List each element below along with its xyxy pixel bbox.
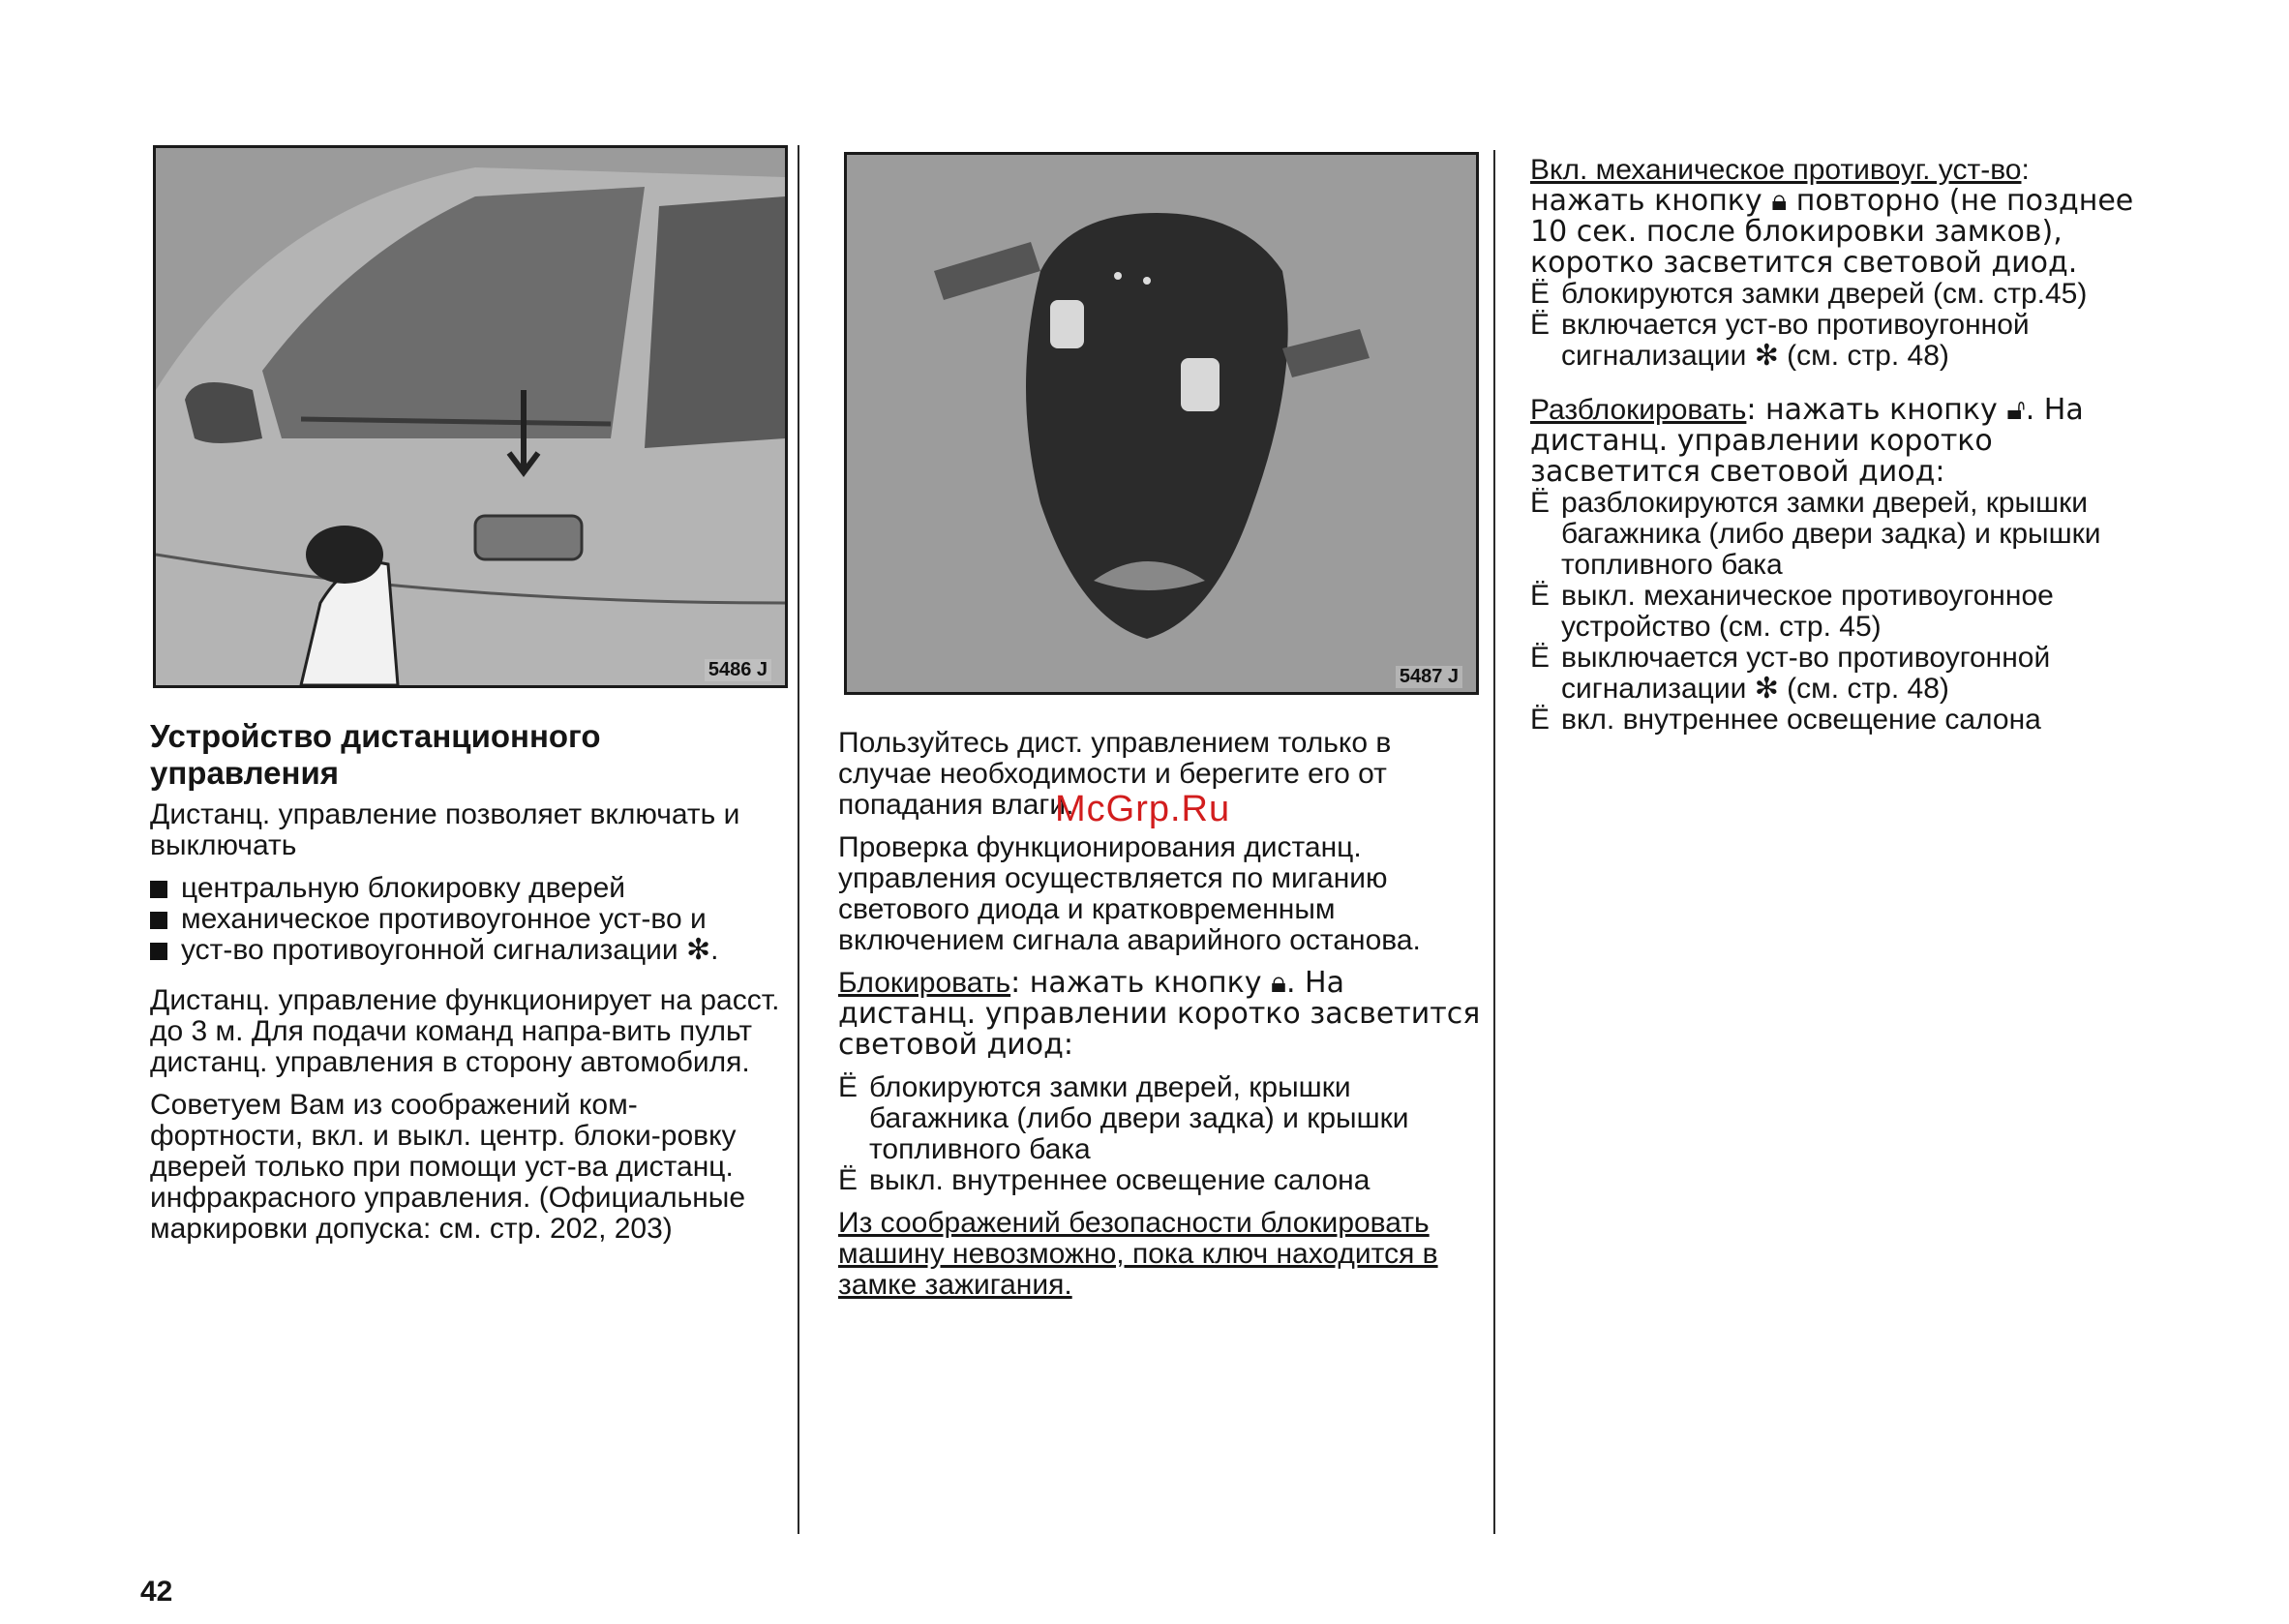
lock-effects-list (838, 1072, 1482, 1196)
page-number: 42 (140, 1576, 173, 1608)
list-item-text: разблокируются замки дверей, крышки багажника (либо двери задка) и крышки топливного бака (1561, 487, 2101, 581)
list-item-text: выкл. механическое противоугонное устройство (см. стр. 45) (1561, 580, 2054, 643)
figure-code: 5487 J (1396, 666, 1462, 688)
range-text: Дистанц. управление функционирует на расст. до 3 м. Для подачи команд напра-вить пульт дистанц. управления в сторону автомобиля. (150, 984, 780, 1078)
safety-note: Из соображений безопасности блокировать машину невозможно, пока ключ находится в замке зажигания. (838, 1207, 1438, 1301)
list-item-text: центральную блокировку дверей (181, 872, 626, 904)
mech-label: Вкл. механическое противоуг. уст-во (1530, 154, 2022, 186)
list-item (1530, 310, 2169, 372)
list-item (1530, 643, 2169, 705)
lock-label: Блокировать (838, 967, 1011, 999)
unlock-effects-list (1530, 488, 2169, 736)
list-marker: Ё (1530, 704, 1551, 736)
mech-text: нажать кнопку 🔒︎ повторно (не позднее 10 сек. после блокировки замков), коротко засветится световой диод. (1530, 184, 2134, 280)
figure-key-fob (844, 152, 1479, 695)
feature-list (150, 873, 789, 966)
list-item-text: вкл. внутреннее освещение салона (1561, 704, 2041, 736)
list-item (150, 935, 789, 966)
list-item-text: блокируются замки дверей (см. стр.45) (1561, 278, 2088, 310)
list-item (838, 1165, 1482, 1196)
list-item-text: выкл. внутреннее освещение салона (869, 1164, 1370, 1196)
list-marker: Ё (838, 1164, 858, 1196)
bullet-icon (150, 881, 167, 898)
list-item-text: уст-во противоугонной сигнализации ✻. (181, 934, 719, 966)
list-marker: Ё (1530, 642, 1551, 674)
check-text: Проверка функционирования дистанц. управления осуществляется по миганию светового диода и кратковременным включением сигнала аварийного останова. (838, 831, 1421, 956)
column-1 (150, 718, 789, 1256)
list-item (1530, 488, 2169, 581)
list-marker: Ё (1530, 278, 1551, 310)
list-item-text: включается уст-во противоугонной сигнализации ✻ (см. стр. 48) (1561, 309, 2030, 372)
list-item-text: блокируются замки дверей, крышки багажника (либо двери задка) и крышки топливного бака (869, 1071, 1409, 1165)
list-marker: Ё (1530, 309, 1551, 341)
list-item (1530, 279, 2169, 310)
watermark[interactable]: McGrp.Ru (1055, 789, 1231, 829)
list-marker: Ё (1530, 487, 1551, 519)
list-item (150, 873, 789, 904)
advice-text: Советуем Вам из соображений ком-фортности, вкл. и выкл. центр. блоки-ровку дверей только при помощи уст-ва дистанц. инфракрасного управления. (Официальные маркировки допуска: см. стр. 202, 203) (150, 1089, 746, 1245)
mech-paragraph (1530, 155, 2169, 186)
bullet-icon (150, 912, 167, 929)
key-fob-illustration (847, 155, 1476, 692)
list-item (838, 1072, 1482, 1165)
mech-colon: : (2021, 154, 2030, 186)
usage-text: Пользуйтесь дист. управлением только в случае необходимости и берегите его от попадания влаги. (838, 727, 1392, 821)
figure-code: 5486 J (705, 659, 771, 681)
list-item (1530, 581, 2169, 643)
column-divider (798, 145, 799, 1534)
list-item-text: выключается уст-во противоугонной сигнализации ✻ (см. стр. 48) (1561, 642, 2051, 705)
figure-car-door (153, 145, 788, 688)
mech-effects-list (1530, 279, 2169, 372)
list-item (1530, 705, 2169, 736)
section-heading: Устройство дистанционного управления (150, 718, 601, 791)
column-3 (1530, 155, 2169, 747)
unlock-paragraph (1530, 395, 2169, 488)
bullet-icon (150, 943, 167, 960)
unlock-text: : нажать кнопку 🔓︎. На дистанц. управлении коротко засветится световой диод: (1530, 393, 2084, 489)
lock-text: : нажать кнопку 🔒︎. На дистанц. управлении коротко засветится световой диод: (838, 966, 1481, 1062)
car-door-illustration (156, 148, 785, 685)
column-divider (1493, 150, 1495, 1534)
list-marker: Ё (838, 1071, 858, 1103)
lock-paragraph (838, 968, 1482, 1061)
intro-text: Дистанц. управление позволяет включать и выключать (150, 798, 740, 861)
unlock-label: Разблокировать (1530, 394, 1747, 426)
list-item-text: механическое противоугонное уст-во и (181, 903, 707, 935)
list-marker: Ё (1530, 580, 1551, 612)
list-item (150, 904, 789, 935)
